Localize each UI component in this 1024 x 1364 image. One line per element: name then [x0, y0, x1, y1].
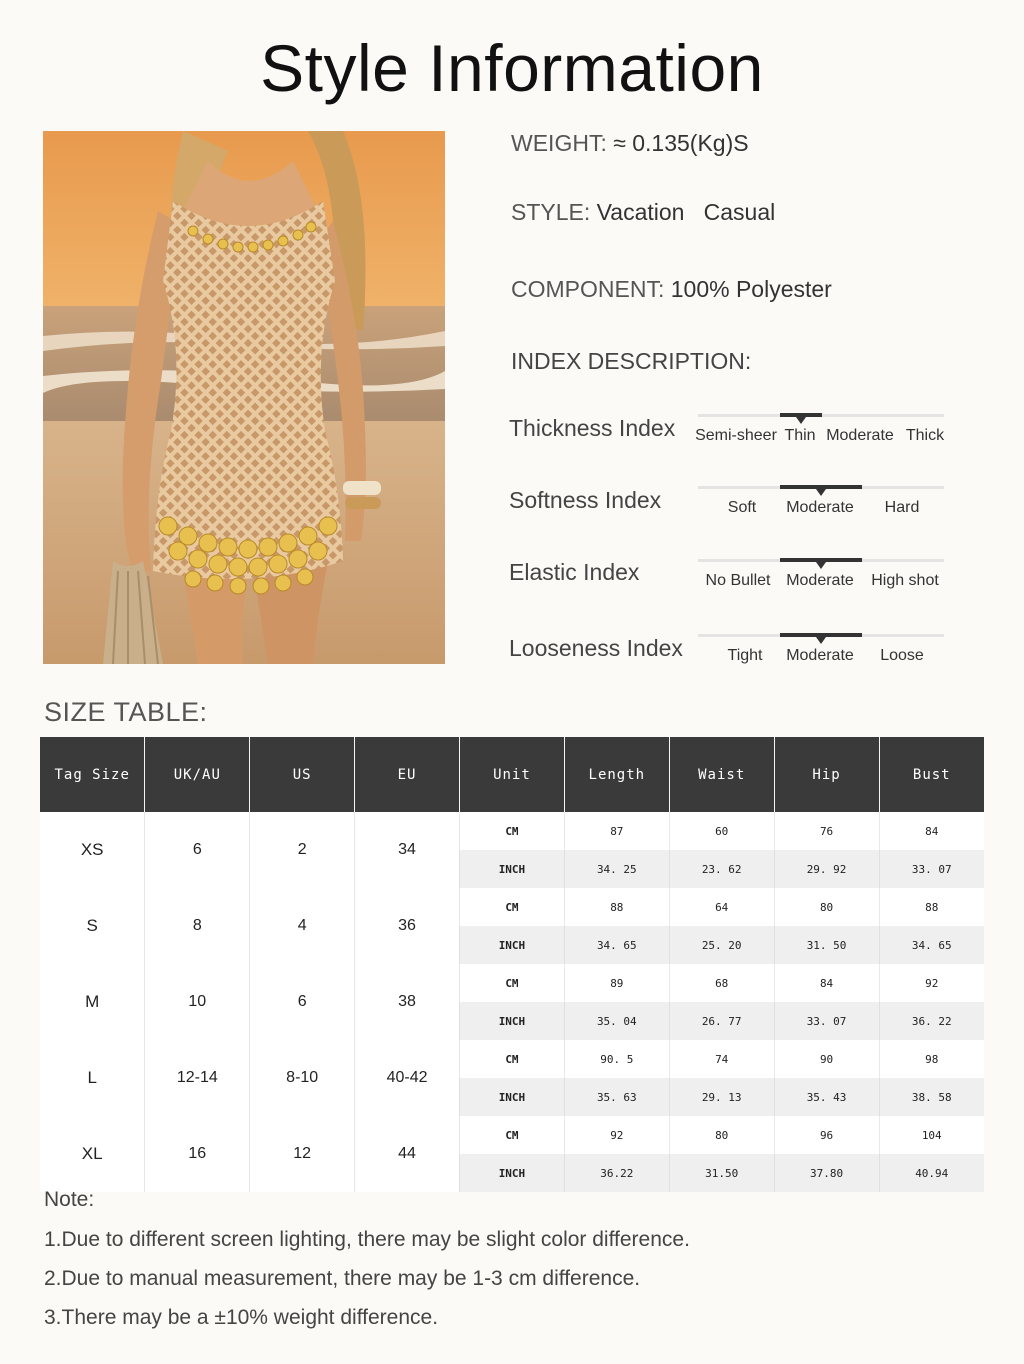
- tag-size-cell: S: [40, 888, 145, 964]
- bust-cell: 33. 07: [879, 850, 984, 888]
- scale-option: Semi-sheer: [695, 427, 777, 444]
- column-header: Bust: [879, 737, 984, 812]
- scale-indicator-icon: [816, 562, 826, 569]
- scale-option: Loose: [880, 647, 924, 664]
- eu-size-cell: 40-42: [355, 1040, 460, 1116]
- bust-cell: 92: [879, 964, 984, 1002]
- length-cell: 35. 04: [564, 1002, 669, 1040]
- uk-size-cell: 6: [145, 812, 250, 888]
- scale-option: No Bullet: [705, 572, 771, 589]
- table-row: [40, 888, 984, 926]
- eu-size-cell: 36: [355, 888, 460, 964]
- note-heading: Note:: [44, 1188, 95, 1211]
- length-cell: 36.22: [564, 1154, 669, 1192]
- weight-value: ≈ 0.135(Kg)S: [613, 130, 749, 156]
- uk-size-cell: 12-14: [145, 1040, 250, 1116]
- hip-cell: 80: [774, 888, 879, 926]
- bust-cell: 88: [879, 888, 984, 926]
- length-cell: 34. 65: [564, 926, 669, 964]
- unit-cell: CM: [460, 888, 565, 926]
- hip-cell: 33. 07: [774, 1002, 879, 1040]
- style-info: [511, 199, 775, 226]
- waist-cell: 25. 20: [669, 926, 774, 964]
- column-header: Length: [564, 737, 669, 812]
- hip-cell: 35. 43: [774, 1078, 879, 1116]
- scale-option: Moderate: [786, 647, 854, 664]
- eu-size-cell: 38: [355, 964, 460, 1040]
- softness-index-scale: [698, 486, 944, 526]
- tag-size-cell: L: [40, 1040, 145, 1116]
- note-item: 1.Due to different screen lighting, there may be slight color difference.: [44, 1228, 690, 1251]
- waist-cell: 64: [669, 888, 774, 926]
- looseness-index-label: Looseness Index: [509, 635, 683, 661]
- table-row: [40, 1040, 984, 1078]
- unit-cell: INCH: [460, 850, 565, 888]
- column-header: Tag Size: [40, 737, 145, 812]
- scale-option: High shot: [871, 572, 939, 589]
- scale-option: Thick: [905, 427, 945, 444]
- thickness-index-scale: [695, 414, 945, 454]
- index-heading: INDEX DESCRIPTION:: [511, 348, 752, 374]
- eu-size-cell: 34: [355, 812, 460, 888]
- component-info: [511, 276, 832, 303]
- note-item: 2.Due to manual measurement, there may be 1-3 cm difference.: [44, 1267, 641, 1290]
- page-title: Style Information: [260, 31, 764, 105]
- scale-option: Moderate: [786, 499, 854, 516]
- weight-label: WEIGHT:: [511, 130, 607, 156]
- table-row: [40, 812, 984, 850]
- waist-cell: 80: [669, 1116, 774, 1154]
- looseness-index-scale: [698, 634, 944, 674]
- waist-cell: 60: [669, 812, 774, 850]
- table-row: [40, 1116, 984, 1154]
- hip-cell: 96: [774, 1116, 879, 1154]
- waist-cell: 23. 62: [669, 850, 774, 888]
- length-cell: 92: [564, 1116, 669, 1154]
- waist-cell: 74: [669, 1040, 774, 1078]
- bust-cell: 38. 58: [879, 1078, 984, 1116]
- hip-cell: 84: [774, 964, 879, 1002]
- elastic-index-scale: [698, 559, 944, 599]
- unit-cell: INCH: [460, 926, 565, 964]
- length-cell: 34. 25: [564, 850, 669, 888]
- scale-indicator-icon: [796, 417, 806, 424]
- hip-cell: 29. 92: [774, 850, 879, 888]
- column-header: Hip: [774, 737, 879, 812]
- us-size-cell: 8-10: [250, 1040, 355, 1116]
- tag-size-cell: XL: [40, 1116, 145, 1192]
- unit-cell: INCH: [460, 1002, 565, 1040]
- table-row: [40, 964, 984, 1002]
- bust-cell: 36. 22: [879, 1002, 984, 1040]
- uk-size-cell: 10: [145, 964, 250, 1040]
- us-size-cell: 12: [250, 1116, 355, 1192]
- bust-cell: 34. 65: [879, 926, 984, 964]
- note-item: 3.There may be a ±10% weight difference.: [44, 1306, 439, 1329]
- size-table-heading: SIZE TABLE:: [44, 697, 208, 727]
- bust-cell: 98: [879, 1040, 984, 1078]
- unit-cell: INCH: [460, 1078, 565, 1116]
- waist-cell: 29. 13: [669, 1078, 774, 1116]
- hip-cell: 90: [774, 1040, 879, 1078]
- scale-option: Soft: [727, 499, 757, 516]
- scale-option: Thin: [784, 427, 816, 444]
- us-size-cell: 2: [250, 812, 355, 888]
- length-cell: 87: [564, 812, 669, 850]
- hip-cell: 37.80: [774, 1154, 879, 1192]
- bust-cell: 40.94: [879, 1154, 984, 1192]
- bust-cell: 84: [879, 812, 984, 850]
- length-cell: 89: [564, 964, 669, 1002]
- scale-option: Moderate: [786, 572, 854, 589]
- eu-size-cell: 44: [355, 1116, 460, 1192]
- tag-size-cell: M: [40, 964, 145, 1040]
- column-header: UK/AU: [145, 737, 250, 812]
- unit-cell: CM: [460, 812, 565, 850]
- hip-cell: 76: [774, 812, 879, 850]
- column-header: EU: [355, 737, 460, 812]
- scale-option: Hard: [884, 499, 920, 516]
- scale-option: Tight: [727, 647, 763, 664]
- size-table-header-row: [40, 737, 984, 812]
- length-cell: 88: [564, 888, 669, 926]
- unit-cell: INCH: [460, 1154, 565, 1192]
- column-header: Unit: [460, 737, 565, 812]
- scale-indicator-icon: [816, 637, 826, 644]
- size-table: [40, 737, 984, 1192]
- length-cell: 35. 63: [564, 1078, 669, 1116]
- scale-indicator-icon: [816, 489, 826, 496]
- softness-index-label: Softness Index: [509, 487, 662, 513]
- us-size-cell: 6: [250, 964, 355, 1040]
- uk-size-cell: 8: [145, 888, 250, 964]
- product-photo: [43, 131, 445, 664]
- tag-size-cell: XS: [40, 812, 145, 888]
- style-label: STYLE:: [511, 199, 591, 225]
- column-header: US: [250, 737, 355, 812]
- style-value: Vacation Casual: [596, 199, 776, 225]
- bust-cell: 104: [879, 1116, 984, 1154]
- length-cell: 90. 5: [564, 1040, 669, 1078]
- hip-cell: 31. 50: [774, 926, 879, 964]
- waist-cell: 31.50: [669, 1154, 774, 1192]
- unit-cell: CM: [460, 1116, 565, 1154]
- column-header: Waist: [669, 737, 774, 812]
- unit-cell: CM: [460, 964, 565, 1002]
- thickness-index-label: Thickness Index: [509, 415, 676, 441]
- scale-option: Moderate: [826, 427, 894, 444]
- component-label: COMPONENT:: [511, 276, 665, 302]
- component-value: 100% Polyester: [670, 276, 832, 302]
- us-size-cell: 4: [250, 888, 355, 964]
- uk-size-cell: 16: [145, 1116, 250, 1192]
- weight-info: [511, 130, 749, 157]
- unit-cell: CM: [460, 1040, 565, 1078]
- waist-cell: 26. 77: [669, 1002, 774, 1040]
- waist-cell: 68: [669, 964, 774, 1002]
- elastic-index-label: Elastic Index: [509, 559, 640, 585]
